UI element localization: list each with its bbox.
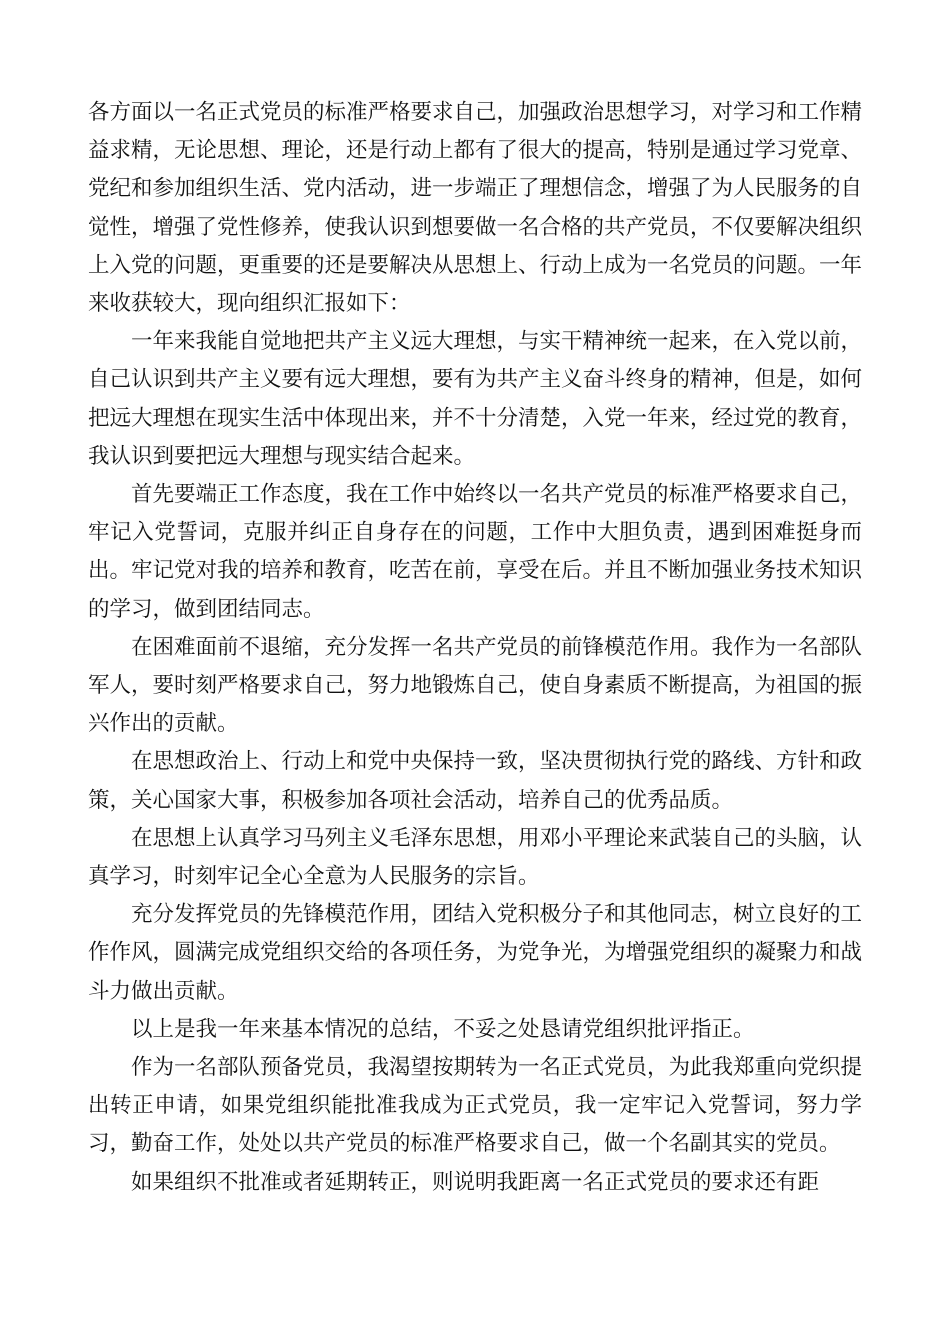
paragraph-application: 作为一名部队预备党员，我渴望按期转为一名正式党员，为此我郑重向党织提出转正申请，如果党组织能批准我成为正式党员，我一定牢记入党誓词，努力学习，勤奋工作，处处以共产党员的标准严格要求自己，做一个名副其实的党员。: [88, 1055, 863, 1157]
paragraph-summary: 以上是我一年来基本情况的总结，不妥之处恳请党组织批评指正。: [131, 1016, 755, 1042]
paragraph-study: 在思想上认真学习马列主义毛泽东思想，用邓小平理论来武装自己的头脑，认真学习，时刻牢记全心全意为人民服务的宗旨。: [88, 825, 863, 890]
paragraph-political: 在思想政治上、行动上和党中央保持一致，坚决贯彻执行党的路线、方针和政策，关心国家大事，积极参加各项社会活动，培养自己的优秀品质。: [88, 749, 863, 813]
paragraph-continuation: 各方面以一名正式党员的标准严格要求自己，加强政治思想学习，对学习和工作精益求精，无论思想、理论，还是行动上都有了很大的提高，特别是通过学习党章、党纪和参加组织生活、党内活动，进一步端正了理想信念，增强了为人民服务的自觉性，增强了党性修养，使我认识到想要做一名合格的共产党员，不仅要解决组织上入党的问题，更重要的还是要解决从思想上、行动上成为一名党员的问题。一年来收获较大，现向组织汇报如下：: [88, 100, 863, 317]
paragraph-work-attitude: 首先要端正工作态度，我在工作中始终以一名共产党员的标准严格要求自己，牢记入党誓词，克服并纠正自身存在的问题，工作中大胆负责，遇到困难挺身而出。牢记党对我的培养和教育，吃苦在前，享受在后。并且不断加强业务技术知识的学习，做到团结同志。: [88, 482, 863, 622]
paragraph-vanguard: 充分发挥党员的先锋模范作用，团结入党积极分子和其他同志，树立良好的工作作风，圆满完成党组织交给的各项任务，为党争光，为增强党组织的凝聚力和战斗力做出贡献。: [88, 902, 863, 1004]
paragraph-ideals: 一年来我能自觉地把共产主义远大理想，与实干精神统一起来，在入党以前，自己认识到共产主义要有远大理想，要有为共产主义奋斗终身的精神，但是，如何把远大理想在现实生活中体现出来，并不十分清楚，入党一年来，经过党的教育，我认识到要把远大理想与现实结合起来。: [88, 329, 863, 469]
document-page: [88, 94, 862, 1202]
paragraph-difficulties: 在困难面前不退缩，充分发挥一名共产党员的前锋模范作用。我作为一名部队军人，要时刻严格要求自己，努力地锻炼自己，使自身素质不断提高，为祖国的振兴作出的贡献。: [88, 634, 863, 737]
paragraph-postponement: 如果组织不批准或者延期转正，则说明我距离一名正式党员的要求还有距: [131, 1169, 820, 1195]
